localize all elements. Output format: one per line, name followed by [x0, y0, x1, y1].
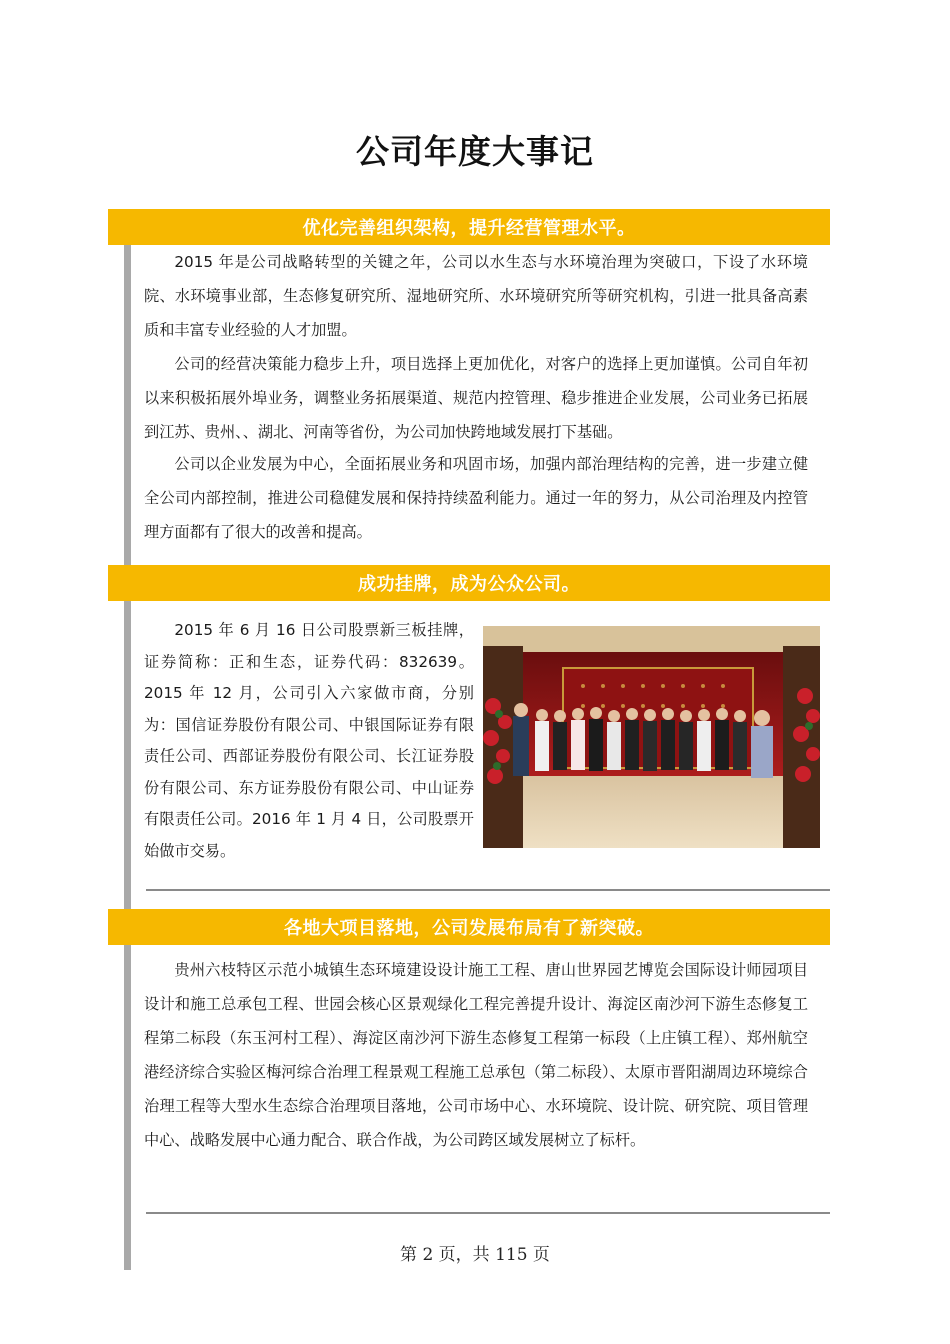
section-3-paragraph-1: 贵州六枝特区示范小城镇生态环境建设设计施工工程、唐山世界园艺博览会国际设计师园项目设计和施工总承包工程、世园会核心区景观绿化工程完善提升设计、海淀区南沙河下游生态修复工程第二标段（东玉河村工程）、海淀区南沙河下游生态修复工程第一标段（上庄镇工程）、郑州航空港经济综合实验区梅河综合治理工程景观工程施工总承包（第二标段）、太原市晋阳湖周边环境综合治理工程等大型水生态综合治理项目落地，公司市场中心、水环境院、设计院、研究院、项目管理中心、战略发展中心通力配合、联合作战，为公司跨区域发展树立了标杆。 [144, 961, 808, 1149]
page-title: 公司年度大事记 [356, 132, 594, 171]
section-2-paragraph-1 [144, 615, 474, 867]
divider-1 [146, 889, 830, 891]
section-1-paragraph-2: 公司的经营决策能力稳步上升，项目选择上更加优化，对客户的选择上更加谨慎。公司自年初以来积极拓展外埠业务，调整业务拓展渠道、规范内控管理、稳步推进企业发展，公司业务已拓展到江苏、贵州、、湖北、河南等省份，为公司加快跨地域发展打下基础。 [144, 355, 808, 441]
group-photo [483, 626, 820, 848]
group-photo-illustration [483, 626, 820, 848]
section-1-paragraph-3: 公司以企业发展为中心，全面拓展业务和巩固市场，加强内部治理结构的完善，进一步建立健全公司内部控制，推进公司稳健发展和保持持续盈利能力。通过一年的努力，从公司治理及内控管理方面都有了很大的改善和提高。 [144, 455, 808, 541]
section-heading-3: 各地大项目落地，公司发展布局有了新突破。 [284, 918, 654, 939]
left-accent-bar [124, 244, 131, 1270]
page-footer: 第 2 页，共 115 页 [400, 1245, 550, 1265]
section-heading-band-1 [108, 209, 830, 245]
section-heading-band-3 [108, 909, 830, 945]
section-heading-1: 优化完善组织架构，提升经营管理水平。 [302, 218, 636, 239]
section-heading-band-2 [108, 565, 830, 601]
section-2-paragraph-text: 2015 年 6 月 16 日公司股票新三板挂牌，证券简称：正和生态，证券代码：832639。2015 年 12 月，公司引入六家做市商，分别为：国信证券股份有限公司、中银国际证券有限责任公司、西部证券股份有限公司、长江证券股份有限公司、东方证券股份有限公司、中山证券有限责任公司。2016 年 1 月 4 日，公司股票开始做市交易。 [144, 621, 474, 860]
section-heading-2: 成功挂牌，成为公众公司。 [358, 574, 580, 595]
section-1-paragraph-1: 2015 年是公司战略转型的关键之年，公司以水生态与水环境治理为突破口，下设了水环境院、水环境事业部，生态修复研究所、湿地研究所、水环境研究所等研究机构，引进一批具备高素质和丰富专业经验的人才加盟。 [144, 253, 808, 339]
divider-2 [146, 1212, 830, 1214]
